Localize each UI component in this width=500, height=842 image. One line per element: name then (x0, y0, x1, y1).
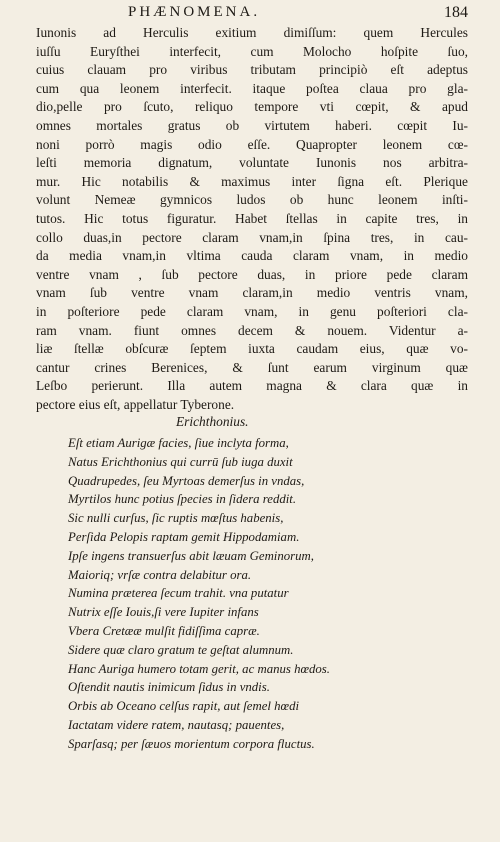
verse-line: Perſida Pelopis raptam gemit Hippodamiam. (68, 529, 300, 544)
verse-line: Sic nulli curſus, ſic ruptis mœſtus habenis, (68, 511, 284, 526)
verse-line: Sparſasq; per ſæuos morientum corpora fluctus. (68, 736, 315, 751)
prose-line: ram vnam. fiunt omnes decem & nouem. Videntur a- (36, 322, 468, 338)
verse-title: Erichthonius. (176, 414, 249, 429)
verse-line: Nutrix eſſe Iouis,ſi vere Iupiter infans (68, 605, 259, 620)
prose-line: Leſbo perierunt. Illa autem magna & clara quæ in (36, 378, 468, 394)
prose-line: volunt Nemeæ gymnicos ludos ob hunc leonem inſti- (36, 192, 468, 208)
verse-line: Oſtendit nautis inimicum ſidus in vndis. (68, 680, 270, 695)
prose-line: vnam ſub ventre vnam claram,in medio ventris vnam, (36, 285, 468, 301)
prose-line: dio,pelle pro ſcuto, reliquo tempore vti cœpit, & apud (36, 99, 468, 115)
page-header (36, 4, 468, 24)
verse-line: Orbis ab Oceano celſus rapit, aut ſemel hœdi (68, 699, 300, 714)
prose-line: ventre vnam , ſub pectore duas, in priore pede claram (36, 266, 468, 282)
verse-line: Vbera Cretææ mulſit fidiſſima capræ. (68, 623, 260, 638)
prose-line: mur. Hic notabilis & maximus inter ſigna eſt. Plerique (36, 173, 468, 189)
prose-line: omnes mortales gratus ob virtutem haberi. cœpit Iu- (36, 117, 468, 133)
prose-line: da media vnam,in vltima cauda claram vnam, in medio (36, 248, 468, 264)
prose-paragraph (36, 24, 468, 414)
verse-line: Quadrupedes, ſeu Myrtoas demerſus in vndas, (68, 473, 305, 488)
verse-line: Iactatam videre ratem, nautasq; pauentes, (68, 717, 285, 732)
verse-line: Maioriq; vrſæ contra delabitur ora. (68, 567, 252, 582)
verse-line: Numina præterea ſecum trahit. vna putatur (68, 586, 289, 601)
prose-line: cum qua leonem interfecit. itaque poſtea claua pro gla- (36, 80, 468, 96)
prose-line: leſti memoria dignatum, voluntate Iunonis nos arbitra- (36, 155, 468, 171)
page-number: 184 (444, 4, 468, 21)
prose-line: in poſteriore pede claram vnam, in genu poſteriori cla- (36, 303, 468, 319)
running-head: PHÆNOMENA. (128, 4, 261, 20)
prose-line: iuſſu Euryſthei interfecit, cum Molocho hoſpite ſuo, (36, 43, 468, 59)
verse-line: Hanc Auriga humero totam gerit, ac manus hœdos. (68, 661, 330, 676)
verse-line: Myrtilos hunc potius ſpecies in ſidera reddit. (68, 492, 297, 507)
prose-line: collo duas,in pectore claram vnam,in ſpina tres, in cau- (36, 229, 468, 245)
prose-line: liæ ſtellæ obſcuræ ſeptem iuxta caudam eius, quæ vo- (36, 341, 468, 357)
prose-line: Iunonis ad Herculis exitium dimiſſum: quem Hercules (36, 25, 468, 40)
prose-line: noni porrò magis odio eſſe. Quapropter leonem cœ- (36, 136, 468, 152)
prose-line: cantur crines Berenices, & ſunt earum virginum quæ (36, 359, 468, 375)
prose-line: cuius clauam pro viribus tributam principiò eſt adeptus (36, 62, 468, 78)
prose-line: pectore eius eſt, appellatur Tyberone. (36, 396, 235, 412)
verse-line: Ipſe ingens transuerſus abit læuam Geminorum, (68, 548, 314, 563)
prose-line: tutos. Hic totus figuratur. Habet ſtellas in capite tres, in (36, 210, 468, 226)
verse-line: Sidere quæ claro gratum te geſtat alumnum. (68, 642, 294, 657)
verse-line: Eſt etiam Aurigæ facies, ſiue inclyta forma, (68, 436, 289, 450)
verse-line: Natus Erichthonius qui currū ſub iuga duxit (68, 454, 293, 469)
verse-block (68, 434, 468, 754)
